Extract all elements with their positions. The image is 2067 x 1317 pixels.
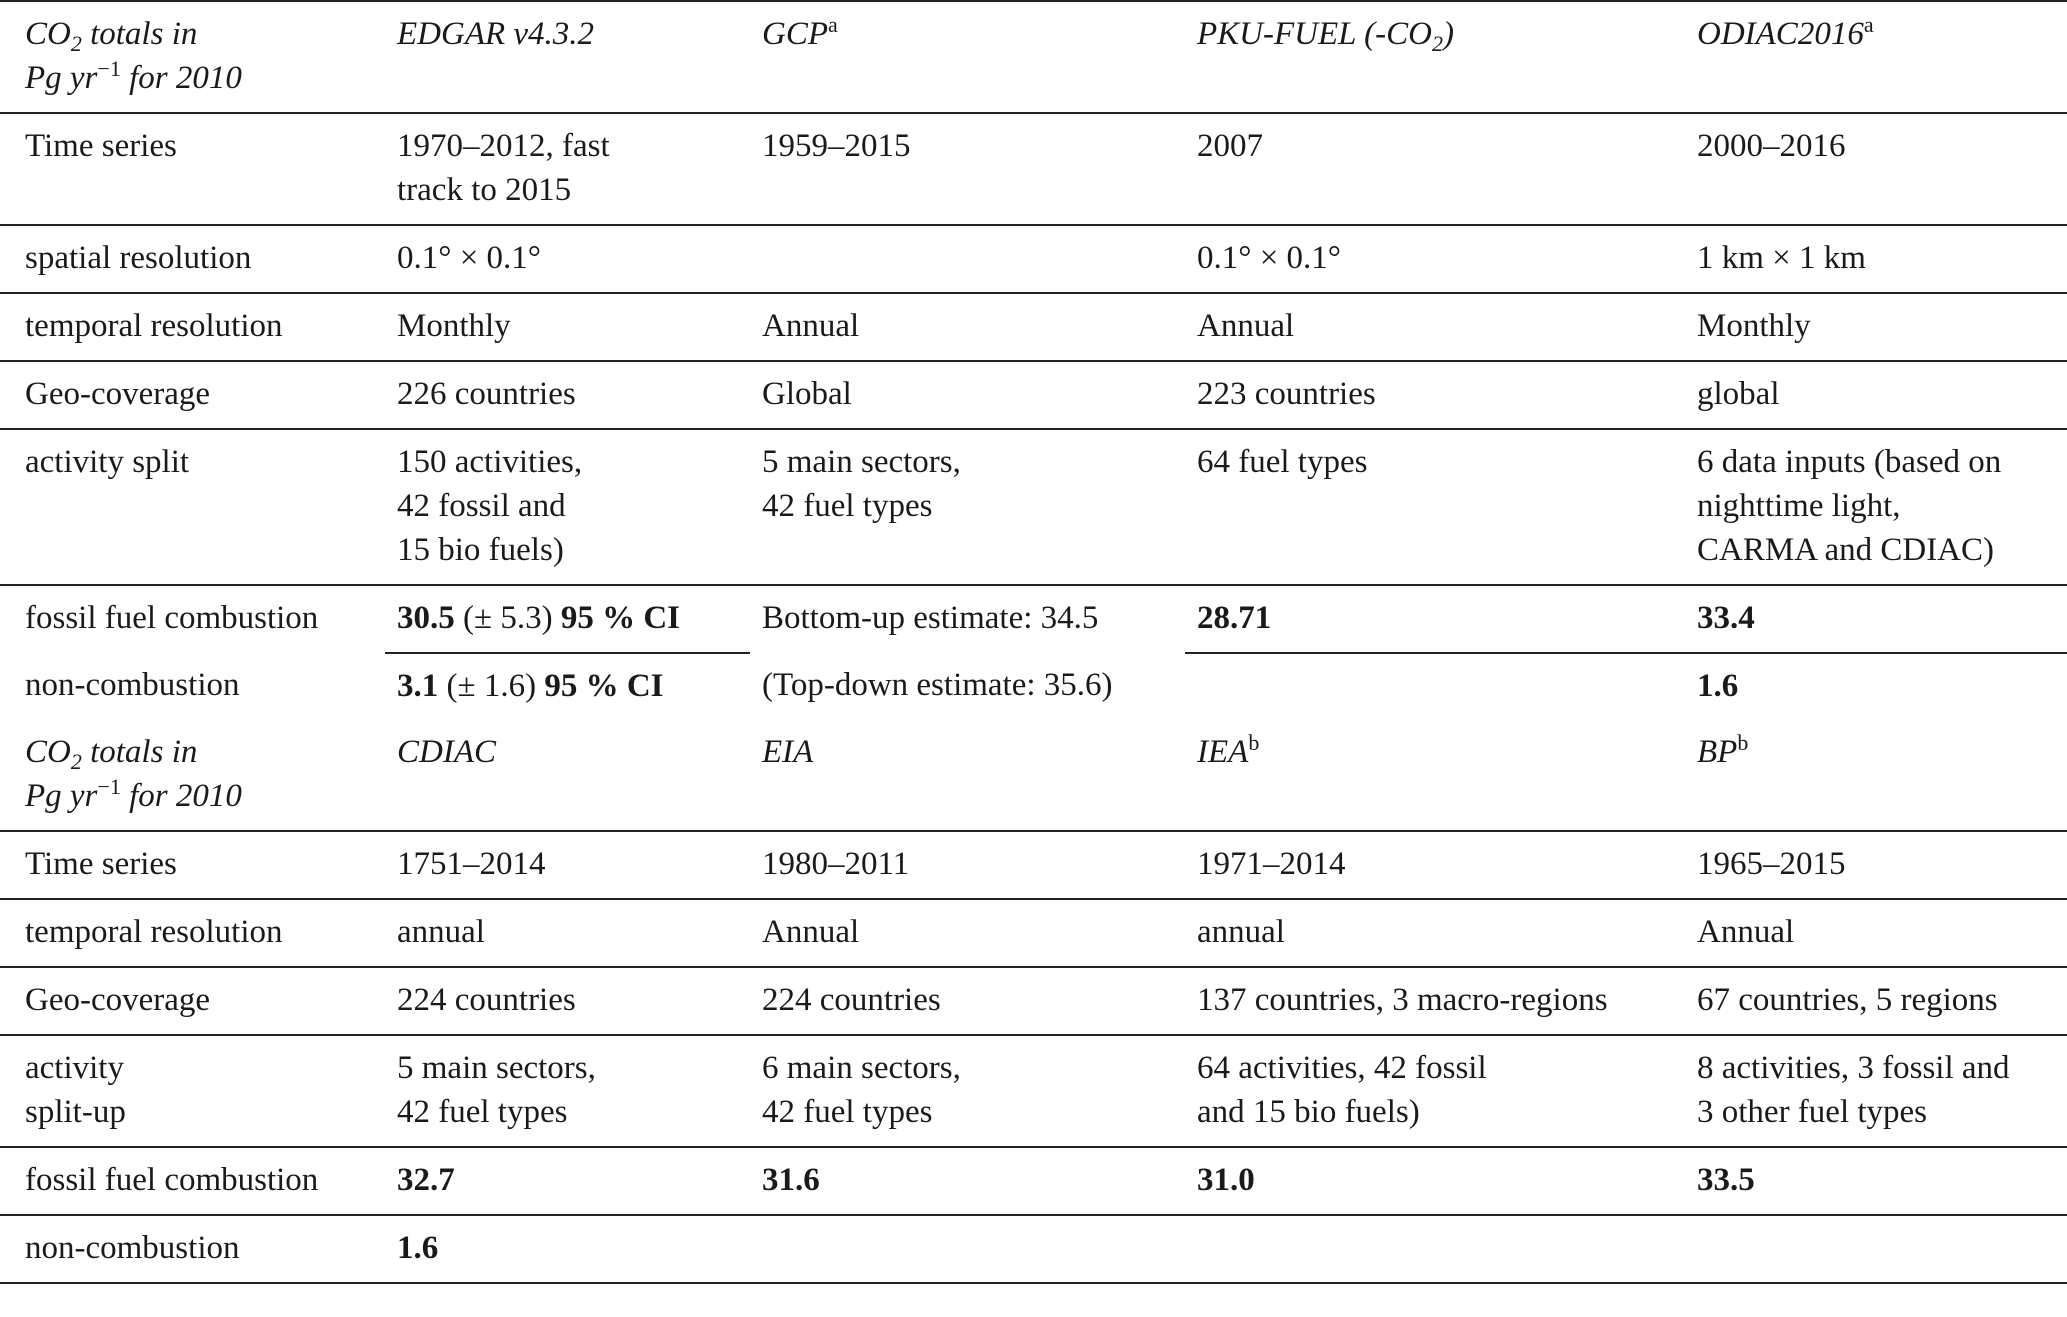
table-cell: [1685, 1215, 2067, 1283]
table-cell: global: [1685, 361, 2067, 429]
table-cell: 137 countries, 3 macro-regions: [1185, 967, 1685, 1035]
table-cell: 5 main sectors, 42 fuel types: [750, 429, 1185, 585]
table-cell: 1970–2012, fast track to 2015: [385, 113, 750, 225]
table-row: [0, 361, 2067, 429]
table-cell: Annual: [750, 293, 1185, 361]
table-cell: annual: [385, 899, 750, 967]
row-label: Geo-coverage: [0, 967, 385, 1035]
table-row: [0, 429, 2067, 585]
table-cell: Monthly: [1685, 293, 2067, 361]
column-header-bp: $BP^b$: [1685, 720, 2067, 831]
table-cell: 32.7: [385, 1147, 750, 1215]
table-cell: 3.1 (± 1.6) 95 % CI: [397, 668, 664, 704]
table-cell: Annual: [750, 899, 1185, 967]
table-cell: 1751–2014: [385, 831, 750, 899]
table-cell: [750, 1215, 1185, 1283]
table-row: [0, 293, 2067, 361]
table-row: [0, 585, 2067, 653]
row-label: Time series: [0, 113, 385, 225]
table-row: [0, 899, 2067, 967]
table-cell: 1959–2015: [750, 113, 1185, 225]
row-label: fossil fuel combustion: [25, 600, 319, 636]
table-cell: 1971–2014: [1185, 831, 1685, 899]
table-row: [0, 653, 2067, 720]
table-cell: 224 countries: [385, 967, 750, 1035]
row-label: temporal resolution: [0, 293, 385, 361]
column-header-cdiac: CDIAC: [385, 720, 750, 831]
row-label: non-combustion: [0, 1215, 385, 1283]
column-header-pku-fuel: PKU-FUEL $(-CO_2)$: [1185, 1, 1685, 113]
table-cell: 226 countries: [385, 361, 750, 429]
row-label: activity split-up: [0, 1035, 385, 1147]
table-row: [0, 1147, 2067, 1215]
table-cell: 150 activities, 42 fossil and 15 bio fuels): [385, 429, 750, 585]
table-cell: Monthly: [385, 293, 750, 361]
column-header-gcp: GCP$^a$: [750, 1, 1185, 113]
table-cell: 2007: [1185, 113, 1685, 225]
table-cell: 6 data inputs (based on nighttime light, CARMA and CDIAC): [1685, 429, 2067, 585]
table-cell: Global: [750, 361, 1185, 429]
table-cell: 67 countries, 5 regions: [1685, 967, 2067, 1035]
column-header-edgar: EDGAR v4.3.2: [385, 1, 750, 113]
table-cell: [1185, 1215, 1685, 1283]
column-header-odiac: ODIAC2016$^a$: [1685, 1, 2067, 113]
table-cell: 223 countries: [1185, 361, 1685, 429]
table-cell: 6 main sectors, 42 fuel types: [750, 1035, 1185, 1147]
row-label: Time series: [0, 831, 385, 899]
table-cell: 1 km × 1 km: [1685, 225, 2067, 293]
table-row: [0, 225, 2067, 293]
table-cell: 64 activities, 42 fossil and 15 bio fuels): [1185, 1035, 1685, 1147]
header-row-2: [0, 720, 2067, 831]
table-cell: 33.4: [1685, 585, 2067, 653]
table-cell: 0.1° × 0.1°: [385, 225, 750, 293]
table-row: [0, 113, 2067, 225]
row-label: activity split: [0, 429, 385, 585]
table-cell: [750, 225, 1185, 293]
table-cell: 1.6: [385, 1215, 750, 1283]
table-cell: 8 activities, 3 fossil and 3 other fuel types: [1685, 1035, 2067, 1147]
table-cell: Bottom-up estimate: 34.5: [762, 600, 1099, 636]
table-cell: 64 fuel types: [1185, 429, 1685, 585]
table-cell: [1185, 653, 1685, 720]
table-row: [0, 1035, 2067, 1147]
table-row: [0, 967, 2067, 1035]
table-cell: 2000–2016: [1685, 113, 2067, 225]
table-cell: 1980–2011: [750, 831, 1185, 899]
row-label: temporal resolution: [0, 899, 385, 967]
table-cell: annual: [1185, 899, 1685, 967]
table-cell: Annual: [1685, 899, 2067, 967]
table-cell: 31.6: [750, 1147, 1185, 1215]
table-cell: 1.6: [1697, 668, 1739, 704]
table-cell: 0.1° × 0.1°: [1185, 225, 1685, 293]
table-cell: 31.0: [1185, 1147, 1685, 1215]
units-header: $CO_2$ totals in Pg $yr^{-1}$ for 2010: [0, 1, 385, 113]
column-header-iea: IEA$^b$: [1185, 720, 1685, 831]
table-cell: 30.5 (± 5.3) 95 % CI: [385, 585, 750, 653]
table-cell: 224 countries: [750, 967, 1185, 1035]
table-row: [0, 1215, 2067, 1283]
table-cell: (Top-down estimate: 35.6): [762, 667, 1113, 703]
row-label: spatial resolution: [0, 225, 385, 293]
table-row: [0, 831, 2067, 899]
row-label: Geo-coverage: [0, 361, 385, 429]
table-cell: 28.71: [1185, 585, 1685, 653]
row-label: non-combustion: [25, 667, 240, 703]
units-header: $CO_2$ totals in Pg $yr^{-1}$ for 2010: [0, 720, 385, 831]
table-cell: 1965–2015: [1685, 831, 2067, 899]
row-label: fossil fuel combustion: [0, 1147, 385, 1215]
table-cell: 33.5: [1685, 1147, 2067, 1215]
header-row-1: [0, 1, 2067, 113]
column-header-eia: EIA: [750, 720, 1185, 831]
table-cell: 5 main sectors, 42 fuel types: [385, 1035, 750, 1147]
table-cell: Annual: [1185, 293, 1685, 361]
